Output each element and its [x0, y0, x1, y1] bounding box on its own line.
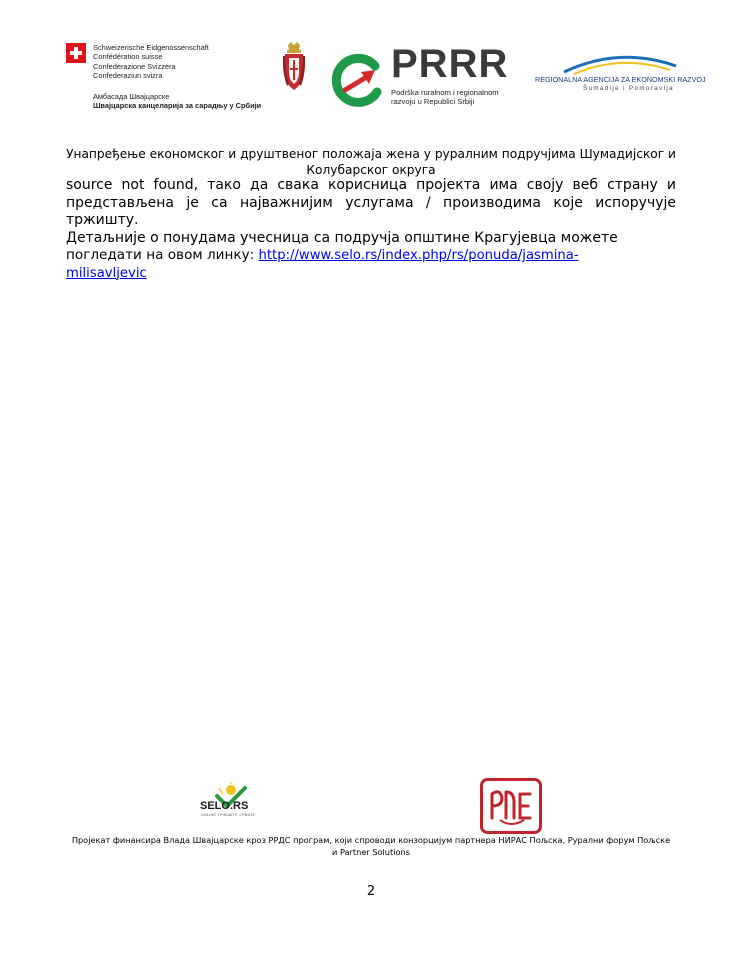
prrr-subtitle-line1: Podrška ruralnom i regionalnom	[391, 88, 499, 97]
offer-link[interactable]: http://www.selo.rs/index.php/rs/ponuda/jasmina-	[258, 248, 579, 263]
prrr-subtitle	[391, 88, 499, 106]
prrr-logo-icon	[331, 50, 387, 108]
swiss-office-label: Швајцарска канцеларија за сарадњу у Србији	[93, 101, 262, 111]
swiss-embassy-label: Амбасада Швајцарске	[93, 92, 170, 101]
rural-forum-logo-icon	[480, 778, 542, 834]
swiss-confederation-names	[93, 43, 209, 80]
funding-footer-line1: Пројекат финансира Влада Швајцарске кроз РРДС програм, који спроводи конзорцијум партнера НИРАС Пољска, Рурални форум Пољске	[71, 835, 671, 845]
body-line: Детаљније о понудама учесница са подручја општине Крагујевца можете	[66, 229, 618, 246]
swiss-name-it: Confederazione Svizzera	[93, 61, 176, 71]
agency-region: Šumadije i Pomoravlja	[583, 85, 674, 92]
selo-rs-tagline: ONLINE ТРЖИШТЕ СРБИЈЕ	[201, 813, 256, 817]
body-line-with-link	[66, 247, 676, 265]
selo-rs-wordmark: SELO.RS	[200, 800, 249, 812]
serbian-coat-of-arms-icon	[283, 42, 305, 94]
agency-logo-icon	[560, 52, 680, 76]
agency-name: REGIONALNA AGENCIJA ZA EKONOMSKI RAZVOJ	[535, 75, 706, 84]
document-title-line2: Колубарског округа	[306, 163, 436, 177]
document-title	[40, 146, 702, 178]
swiss-name-rm: Confederaziun svizra	[93, 70, 163, 80]
body-line: source not found, тако да свака корисница пројекта има своју веб страну и	[66, 177, 676, 193]
swiss-name-fr: Confédération suisse	[93, 52, 163, 62]
prrr-wordmark: PRRR	[391, 42, 509, 86]
body-line-link-continued	[66, 265, 676, 283]
body-line: представљена је са најважнијим услугама / производима које испоручује	[66, 194, 676, 211]
swiss-flag-icon	[66, 43, 86, 63]
link-lead-text: погледати на овом линку:	[66, 247, 259, 263]
funding-footer	[40, 835, 702, 858]
body-text	[66, 177, 676, 282]
funding-footer-line2: и Partner Solutions	[332, 846, 410, 857]
offer-link-continued[interactable]: milisavljevic	[66, 265, 147, 281]
document-title-line1: Унапређење економског и друштвеног положаја жена у руралним подручјима Шумадијског и	[66, 147, 676, 161]
page-number: 2	[366, 884, 376, 899]
swiss-embassy-block	[93, 92, 261, 111]
body-line: тржишту.	[66, 212, 139, 228]
swiss-name-de: Schweizerische Eidgenossenschaft	[93, 43, 209, 52]
prrr-subtitle-line2: razvoju u Republici Srbiji	[391, 97, 475, 106]
